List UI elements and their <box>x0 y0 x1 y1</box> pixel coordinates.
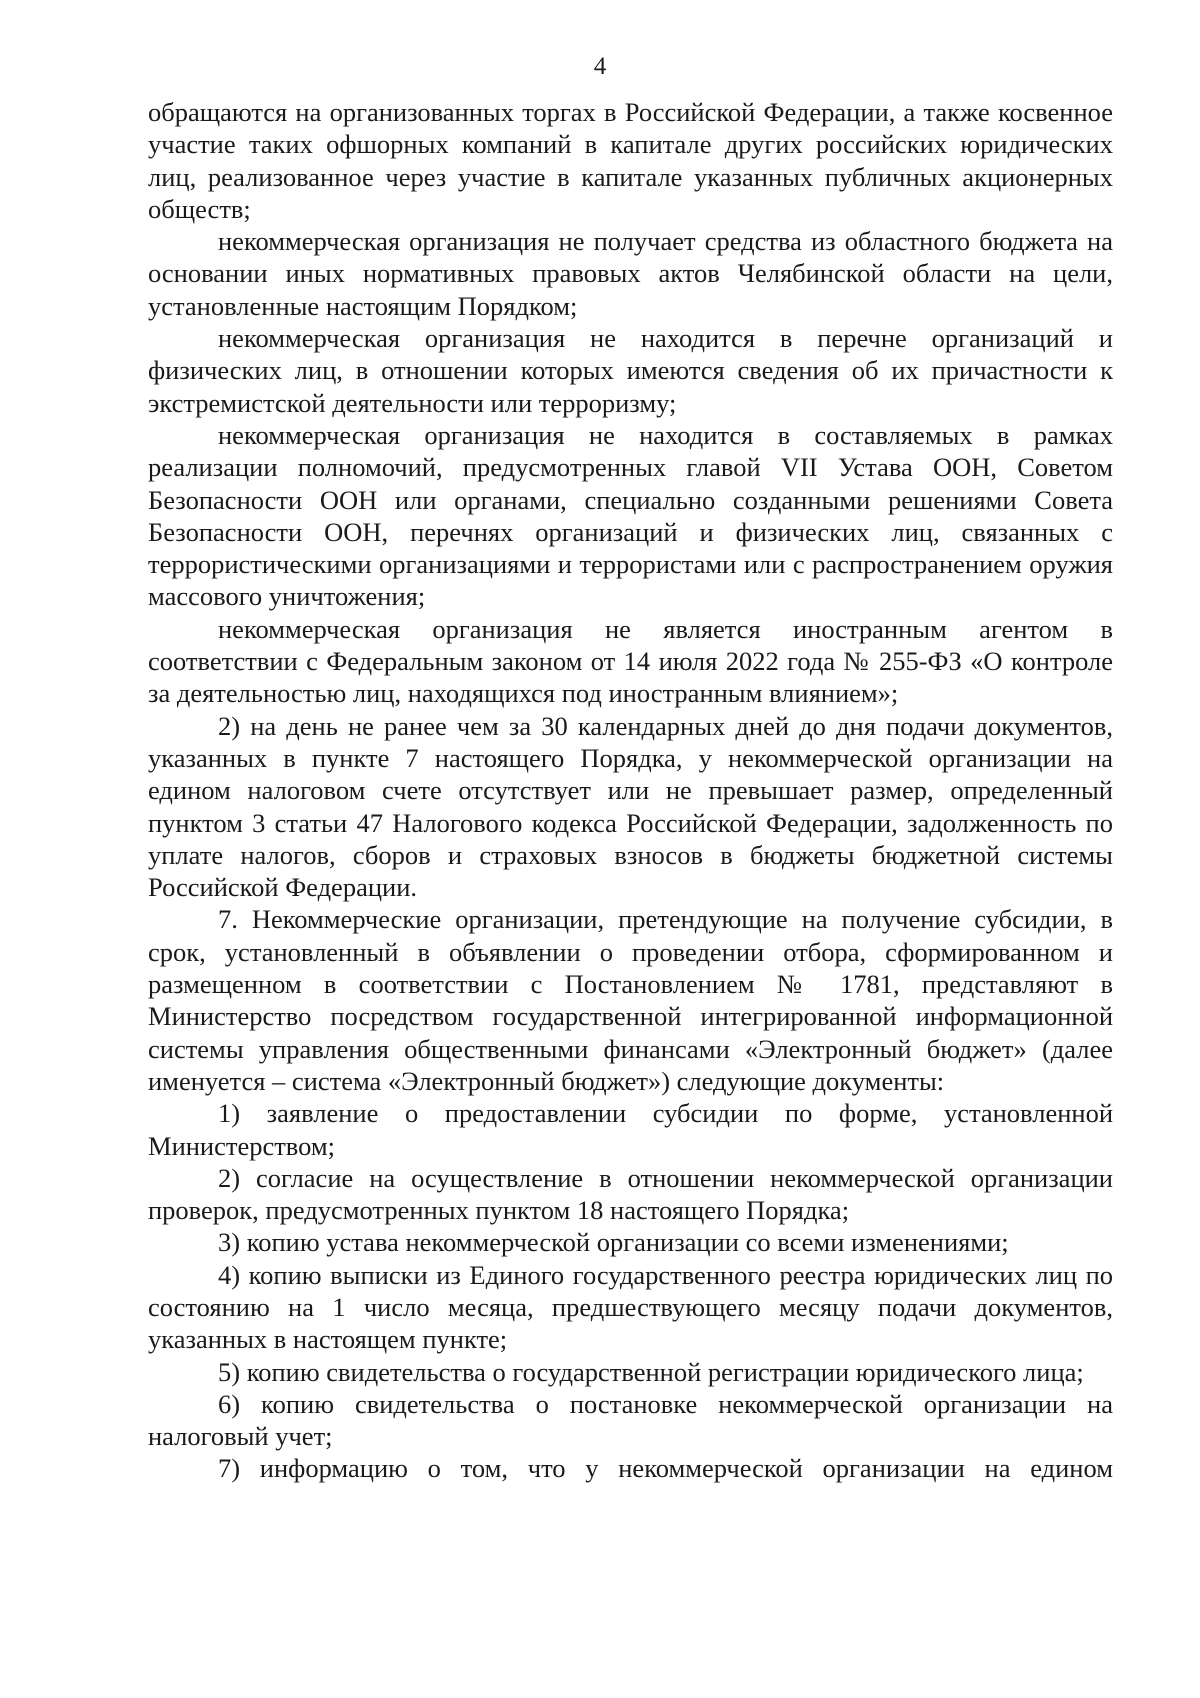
paragraph-7: 7. Некоммерческие организации, претендующие на получение субсидии, в срок, установленный в объявлении о проведении отбора, сформированном и размещенном в соответствии с Постановлением № 1781, представляют в Министерство посредством государственной интегрированной информационной системы управления общественными финансами «Электронный бюджет» (далее именуется – система «Электронный бюджет») следующие документы: <box>148 904 1113 1096</box>
paragraph-2: некоммерческая организация не получает средства из областного бюджета на основании иных нормативных правовых актов Челябинской области на цели, установленные настоящим Порядком; <box>148 226 1113 321</box>
paragraph-12: 5) копию свидетельства о государственной регистрации юридического лица; <box>218 1356 1084 1387</box>
paragraph-6: 2) на день не ранее чем за 30 календарных дней до дня подачи документов, указанных в пункте 7 настоящего Порядка, у некоммерческой организации на едином налоговом счете отсутствует или не превышает размер, определенный пунктом 3 статьи 47 Налогового кодекса Российской Федерации, задолженность по уплате налогов, сборов и страховых взносов в бюджеты бюджетной системы Российской Федерации. <box>148 710 1113 903</box>
paragraph-11: 4) копию выписки из Единого государственного реестра юридических лиц по состоянию на 1 число месяца, предшествующего месяцу подачи документов, указанных в настоящем пункте; <box>148 1259 1113 1355</box>
paragraph-5: некоммерческая организация не является иностранным агентом в соответствии с Федеральным законом от 14 июля 2022 года № 255-ФЗ «О контроле за деятельностью лиц, находящихся под иностранным влиянием»; <box>148 613 1113 709</box>
paragraph-3: некоммерческая организация не находится в перечне организаций и физических лиц, в отношении которых имеются сведения об их причастности к экстремистской деятельности или терроризму; <box>148 323 1113 418</box>
paragraph-1: обращаются на организованных торгах в Российской Федерации, а также косвенное участие таких офшорных компаний в капитале других российских юридических лиц, реализованное через участие в капитале указанных публичных акционерных обществ; <box>148 97 1113 224</box>
paragraph-10: 3) копию устава некоммерческой организации со всеми изменениями; <box>218 1227 1009 1258</box>
paragraph-8: 1) заявление о предоставлении субсидии по форме, установленной Министерством; <box>148 1098 1113 1161</box>
paragraph-14: 7) информацию о том, что у некоммерческой организации на едином <box>218 1453 1113 1484</box>
paragraph-13: 6) копию свидетельства о постановке некоммерческой организации на налоговый учет; <box>148 1388 1113 1452</box>
paragraph-9: 2) согласие на осуществление в отношении некоммерческой организации проверок, предусмотренных пунктом 18 настоящего Порядка; <box>148 1162 1113 1226</box>
page-number: 4 <box>593 53 607 80</box>
document-body <box>148 96 1113 1485</box>
paragraph-4: некоммерческая организация не находится в составляемых в рамках реализации полномочий, предусмотренных главой VII Устава ООН, Советом Безопасности ООН или органами, специально созданными решениями Совета Безопасности ООН, перечнях организаций и физических лиц, связанных с террористическими организациями и террористами или с распространением оружия массового уничтожения; <box>148 419 1113 612</box>
